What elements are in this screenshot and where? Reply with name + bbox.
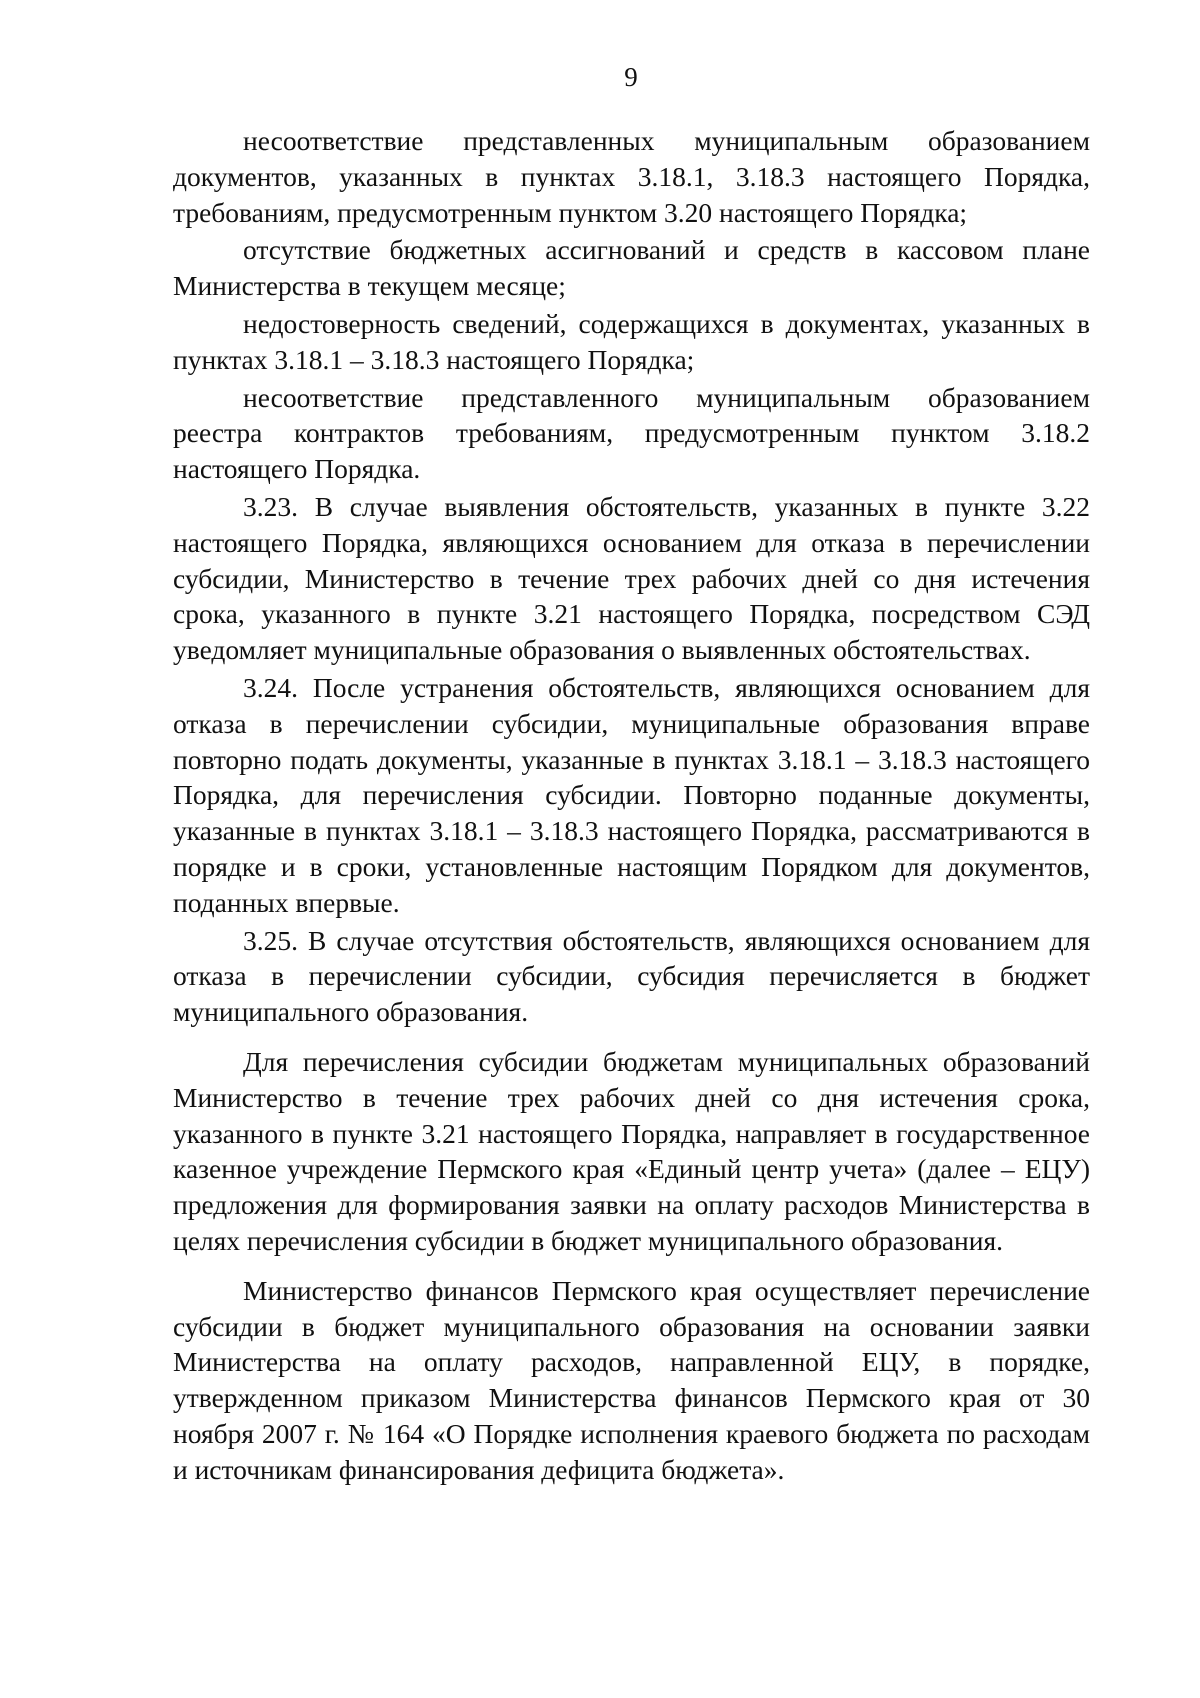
paragraph-ministry-finance: Министерство финансов Пермского края осуществляет перечисление субсидии в бюджет муниципального образования на основании заявки Министерства на оплату расходов, направленной ЕЦУ, в порядке, утвержденном приказом Министерства финансов Пермского края от 30 ноября 2007 г. № 164 «О Порядке исполнения краевого бюджета по расходам и источникам финансирования дефицита бюджета». — [173, 1274, 1090, 1485]
paragraph-condition-3: недостоверность сведений, содержащихся в документах, указанных в пунктах 3.18.1 – 3.18.3 настоящего Порядка; — [173, 307, 1090, 375]
paragraph-condition-1: несоответствие представленных муниципальным образованием документов, указанных в пунктах 3.18.1, 3.18.3 настоящего Порядка, требованиям, предусмотренным пунктом 3.20 настоящего Порядка; — [173, 125, 1090, 228]
paragraph-transfer-procedure: Для перечисления субсидии бюджетам муниципальных образований Министерство в течение трех рабочих дней со дня истечения срока, указанного в пункте 3.21 настоящего Порядка, направляет в государственное казенное учреждение Пермского края «Единый центр учета» (далее – ЕЦУ) предложения для формирования заявки на оплату расходов Министерства в целях перечисления субсидии в бюджет муниципального образования. — [173, 1045, 1090, 1256]
paragraph-3-24: 3.24. После устранения обстоятельств, являющихся основанием для отказа в перечислении субсидии, муниципальные образования вправе повторно подать документы, указанные в пунктах 3.18.1 – 3.18.3 настоящего Порядка, для перечисления субсидии. Повторно поданные документы, указанные в пунктах 3.18.1 – 3.18.3 настоящего Порядка, рассматриваются в порядке и в сроки, установленные настоящим Порядком для документов, поданных впервые. — [173, 671, 1090, 918]
document-body — [173, 123, 1090, 1487]
paragraph-condition-2: отсутствие бюджетных ассигнований и средств в кассовом плане Министерства в текущем месяце; — [173, 234, 1090, 302]
paragraph-3-25: 3.25. В случае отсутствия обстоятельств, являющихся основанием для отказа в перечислении субсидии, субсидия перечисляется в бюджет муниципального образования. — [173, 924, 1090, 1028]
paragraph-condition-4: несоответствие представленного муниципальным образованием реестра контрактов требованиям, предусмотренным пунктом 3.18.2 настоящего Порядка. — [173, 381, 1090, 485]
page-number: 9 — [624, 62, 638, 92]
paragraph-3-23: 3.23. В случае выявления обстоятельств, указанных в пункте 3.22 настоящего Порядка, являющихся основанием для отказа в перечислении субсидии, Министерство в течение трех рабочих дней со дня истечения срока, указанного в пункте 3.21 настоящего Порядка, посредством СЭД уведомляет муниципальные образования о выявленных обстоятельствах. — [173, 490, 1090, 666]
